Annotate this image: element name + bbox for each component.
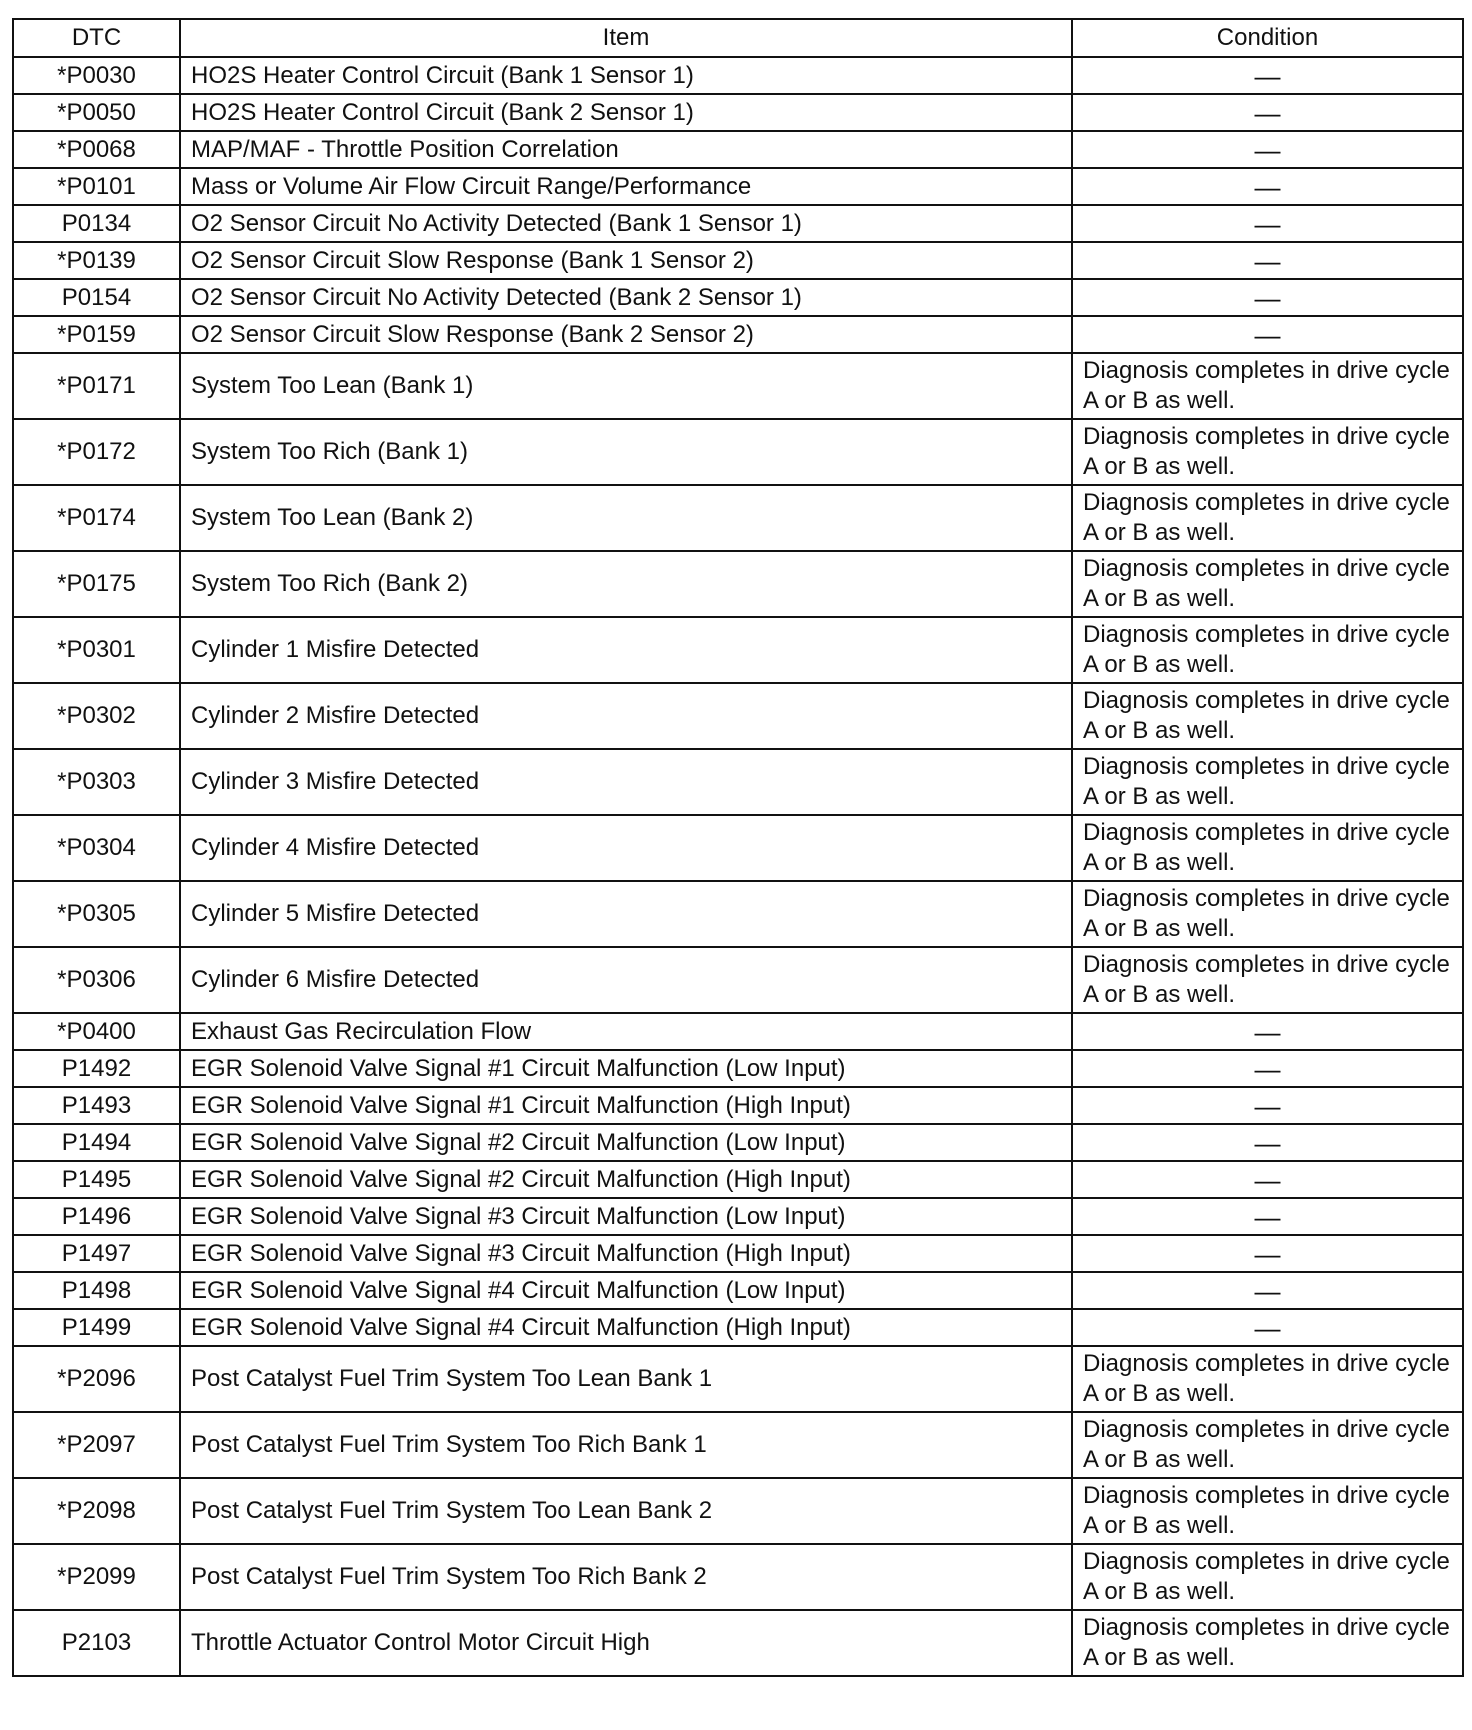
dtc-code: P0134 (13, 205, 180, 242)
table-row (13, 205, 1463, 242)
dtc-code: P1497 (13, 1235, 180, 1272)
dtc-condition: — (1072, 316, 1463, 353)
table-row (13, 1610, 1463, 1676)
dtc-item: Post Catalyst Fuel Trim System Too Rich Bank 1 (180, 1412, 1072, 1478)
dtc-condition: — (1072, 1272, 1463, 1309)
dtc-code: *P0301 (13, 617, 180, 683)
dtc-item: System Too Lean (Bank 2) (180, 485, 1072, 551)
table-row (13, 131, 1463, 168)
table-row (13, 1013, 1463, 1050)
table-row (13, 419, 1463, 485)
dtc-item: O2 Sensor Circuit No Activity Detected (Bank 2 Sensor 1) (180, 279, 1072, 316)
dtc-item: System Too Rich (Bank 1) (180, 419, 1072, 485)
table-row (13, 617, 1463, 683)
table-row (13, 279, 1463, 316)
dtc-code: *P0050 (13, 94, 180, 131)
table-row (13, 815, 1463, 881)
dtc-item: Throttle Actuator Control Motor Circuit High (180, 1610, 1072, 1676)
table-row (13, 57, 1463, 94)
dtc-item: System Too Rich (Bank 2) (180, 551, 1072, 617)
table-row (13, 242, 1463, 279)
dtc-item: Cylinder 3 Misfire Detected (180, 749, 1072, 815)
table-row (13, 551, 1463, 617)
dtc-code: P1496 (13, 1198, 180, 1235)
dtc-condition: Diagnosis completes in drive cycle A or B as well. (1072, 353, 1463, 419)
dtc-item: EGR Solenoid Valve Signal #2 Circuit Malfunction (Low Input) (180, 1124, 1072, 1161)
dtc-code: P1494 (13, 1124, 180, 1161)
dtc-condition: Diagnosis completes in drive cycle A or B as well. (1072, 1610, 1463, 1676)
header-item: Item (180, 19, 1072, 57)
dtc-condition: Diagnosis completes in drive cycle A or B as well. (1072, 881, 1463, 947)
table-row (13, 1087, 1463, 1124)
dtc-item: MAP/MAF - Throttle Position Correlation (180, 131, 1072, 168)
table-row (13, 1346, 1463, 1412)
dtc-condition: — (1072, 1050, 1463, 1087)
dtc-condition: — (1072, 205, 1463, 242)
dtc-item: EGR Solenoid Valve Signal #1 Circuit Malfunction (High Input) (180, 1087, 1072, 1124)
dtc-code: *P0175 (13, 551, 180, 617)
table-row (13, 1124, 1463, 1161)
dtc-condition: Diagnosis completes in drive cycle A or B as well. (1072, 1412, 1463, 1478)
dtc-item: O2 Sensor Circuit No Activity Detected (Bank 1 Sensor 1) (180, 205, 1072, 242)
dtc-code: P1492 (13, 1050, 180, 1087)
dtc-code: P1493 (13, 1087, 180, 1124)
dtc-item: EGR Solenoid Valve Signal #3 Circuit Malfunction (High Input) (180, 1235, 1072, 1272)
dtc-item: HO2S Heater Control Circuit (Bank 2 Sensor 1) (180, 94, 1072, 131)
dtc-condition: — (1072, 1087, 1463, 1124)
table-row (13, 1198, 1463, 1235)
dtc-code: *P0171 (13, 353, 180, 419)
table-row (13, 1412, 1463, 1478)
dtc-condition: Diagnosis completes in drive cycle A or B as well. (1072, 617, 1463, 683)
header-condition: Condition (1072, 19, 1463, 57)
table-row (13, 353, 1463, 419)
dtc-condition: — (1072, 1013, 1463, 1050)
dtc-item: EGR Solenoid Valve Signal #4 Circuit Malfunction (High Input) (180, 1309, 1072, 1346)
table-body (13, 57, 1463, 1676)
table-row (13, 316, 1463, 353)
dtc-code: *P0159 (13, 316, 180, 353)
dtc-condition: — (1072, 279, 1463, 316)
table-row (13, 1478, 1463, 1544)
dtc-condition: — (1072, 1235, 1463, 1272)
dtc-code: P2103 (13, 1610, 180, 1676)
dtc-condition: — (1072, 1124, 1463, 1161)
header-row (13, 19, 1463, 57)
dtc-item: Cylinder 6 Misfire Detected (180, 947, 1072, 1013)
table-row (13, 1050, 1463, 1087)
dtc-item: HO2S Heater Control Circuit (Bank 1 Sensor 1) (180, 57, 1072, 94)
dtc-condition: Diagnosis completes in drive cycle A or B as well. (1072, 749, 1463, 815)
dtc-condition: Diagnosis completes in drive cycle A or B as well. (1072, 683, 1463, 749)
dtc-condition: — (1072, 1161, 1463, 1198)
table-row (13, 1309, 1463, 1346)
table-row (13, 1161, 1463, 1198)
dtc-code: *P0068 (13, 131, 180, 168)
dtc-code: *P0303 (13, 749, 180, 815)
table-row (13, 1544, 1463, 1610)
dtc-code: P1495 (13, 1161, 180, 1198)
dtc-item: EGR Solenoid Valve Signal #1 Circuit Malfunction (Low Input) (180, 1050, 1072, 1087)
dtc-condition: — (1072, 94, 1463, 131)
dtc-code: *P0302 (13, 683, 180, 749)
dtc-condition: Diagnosis completes in drive cycle A or B as well. (1072, 1478, 1463, 1544)
dtc-code: *P0304 (13, 815, 180, 881)
table-row (13, 1235, 1463, 1272)
dtc-code: P1499 (13, 1309, 180, 1346)
dtc-code: *P2096 (13, 1346, 180, 1412)
dtc-condition: — (1072, 57, 1463, 94)
dtc-item: Mass or Volume Air Flow Circuit Range/Performance (180, 168, 1072, 205)
dtc-condition: Diagnosis completes in drive cycle A or B as well. (1072, 485, 1463, 551)
dtc-condition: Diagnosis completes in drive cycle A or B as well. (1072, 419, 1463, 485)
dtc-code: P0154 (13, 279, 180, 316)
table-row (13, 168, 1463, 205)
dtc-code: *P2097 (13, 1412, 180, 1478)
dtc-condition: Diagnosis completes in drive cycle A or B as well. (1072, 1544, 1463, 1610)
dtc-code: *P0139 (13, 242, 180, 279)
dtc-condition: — (1072, 1309, 1463, 1346)
dtc-table (12, 18, 1464, 1677)
dtc-code: *P2099 (13, 1544, 180, 1610)
dtc-condition: — (1072, 1198, 1463, 1235)
dtc-code: *P2098 (13, 1478, 180, 1544)
dtc-code: P1498 (13, 1272, 180, 1309)
dtc-code: *P0400 (13, 1013, 180, 1050)
dtc-condition: Diagnosis completes in drive cycle A or B as well. (1072, 947, 1463, 1013)
table-row (13, 485, 1463, 551)
dtc-item: Post Catalyst Fuel Trim System Too Lean Bank 2 (180, 1478, 1072, 1544)
dtc-code: *P0305 (13, 881, 180, 947)
dtc-item: Post Catalyst Fuel Trim System Too Rich Bank 2 (180, 1544, 1072, 1610)
header-dtc: DTC (13, 19, 180, 57)
dtc-condition: Diagnosis completes in drive cycle A or B as well. (1072, 1346, 1463, 1412)
dtc-condition: — (1072, 242, 1463, 279)
dtc-item: Cylinder 1 Misfire Detected (180, 617, 1072, 683)
dtc-item: System Too Lean (Bank 1) (180, 353, 1072, 419)
dtc-item: EGR Solenoid Valve Signal #4 Circuit Malfunction (Low Input) (180, 1272, 1072, 1309)
table-row (13, 749, 1463, 815)
table-row (13, 94, 1463, 131)
dtc-code: *P0101 (13, 168, 180, 205)
dtc-condition: — (1072, 168, 1463, 205)
dtc-code: *P0172 (13, 419, 180, 485)
dtc-code: *P0306 (13, 947, 180, 1013)
dtc-item: Post Catalyst Fuel Trim System Too Lean Bank 1 (180, 1346, 1072, 1412)
dtc-condition: Diagnosis completes in drive cycle A or B as well. (1072, 815, 1463, 881)
table-row (13, 947, 1463, 1013)
dtc-item: EGR Solenoid Valve Signal #2 Circuit Malfunction (High Input) (180, 1161, 1072, 1198)
dtc-item: O2 Sensor Circuit Slow Response (Bank 1 Sensor 2) (180, 242, 1072, 279)
table-row (13, 1272, 1463, 1309)
table-row (13, 881, 1463, 947)
dtc-code: *P0030 (13, 57, 180, 94)
dtc-item: Cylinder 2 Misfire Detected (180, 683, 1072, 749)
dtc-item: Cylinder 4 Misfire Detected (180, 815, 1072, 881)
dtc-item: EGR Solenoid Valve Signal #3 Circuit Malfunction (Low Input) (180, 1198, 1072, 1235)
dtc-condition: — (1072, 131, 1463, 168)
dtc-item: Exhaust Gas Recirculation Flow (180, 1013, 1072, 1050)
dtc-code: *P0174 (13, 485, 180, 551)
table-row (13, 683, 1463, 749)
dtc-condition: Diagnosis completes in drive cycle A or B as well. (1072, 551, 1463, 617)
dtc-item: O2 Sensor Circuit Slow Response (Bank 2 Sensor 2) (180, 316, 1072, 353)
dtc-item: Cylinder 5 Misfire Detected (180, 881, 1072, 947)
